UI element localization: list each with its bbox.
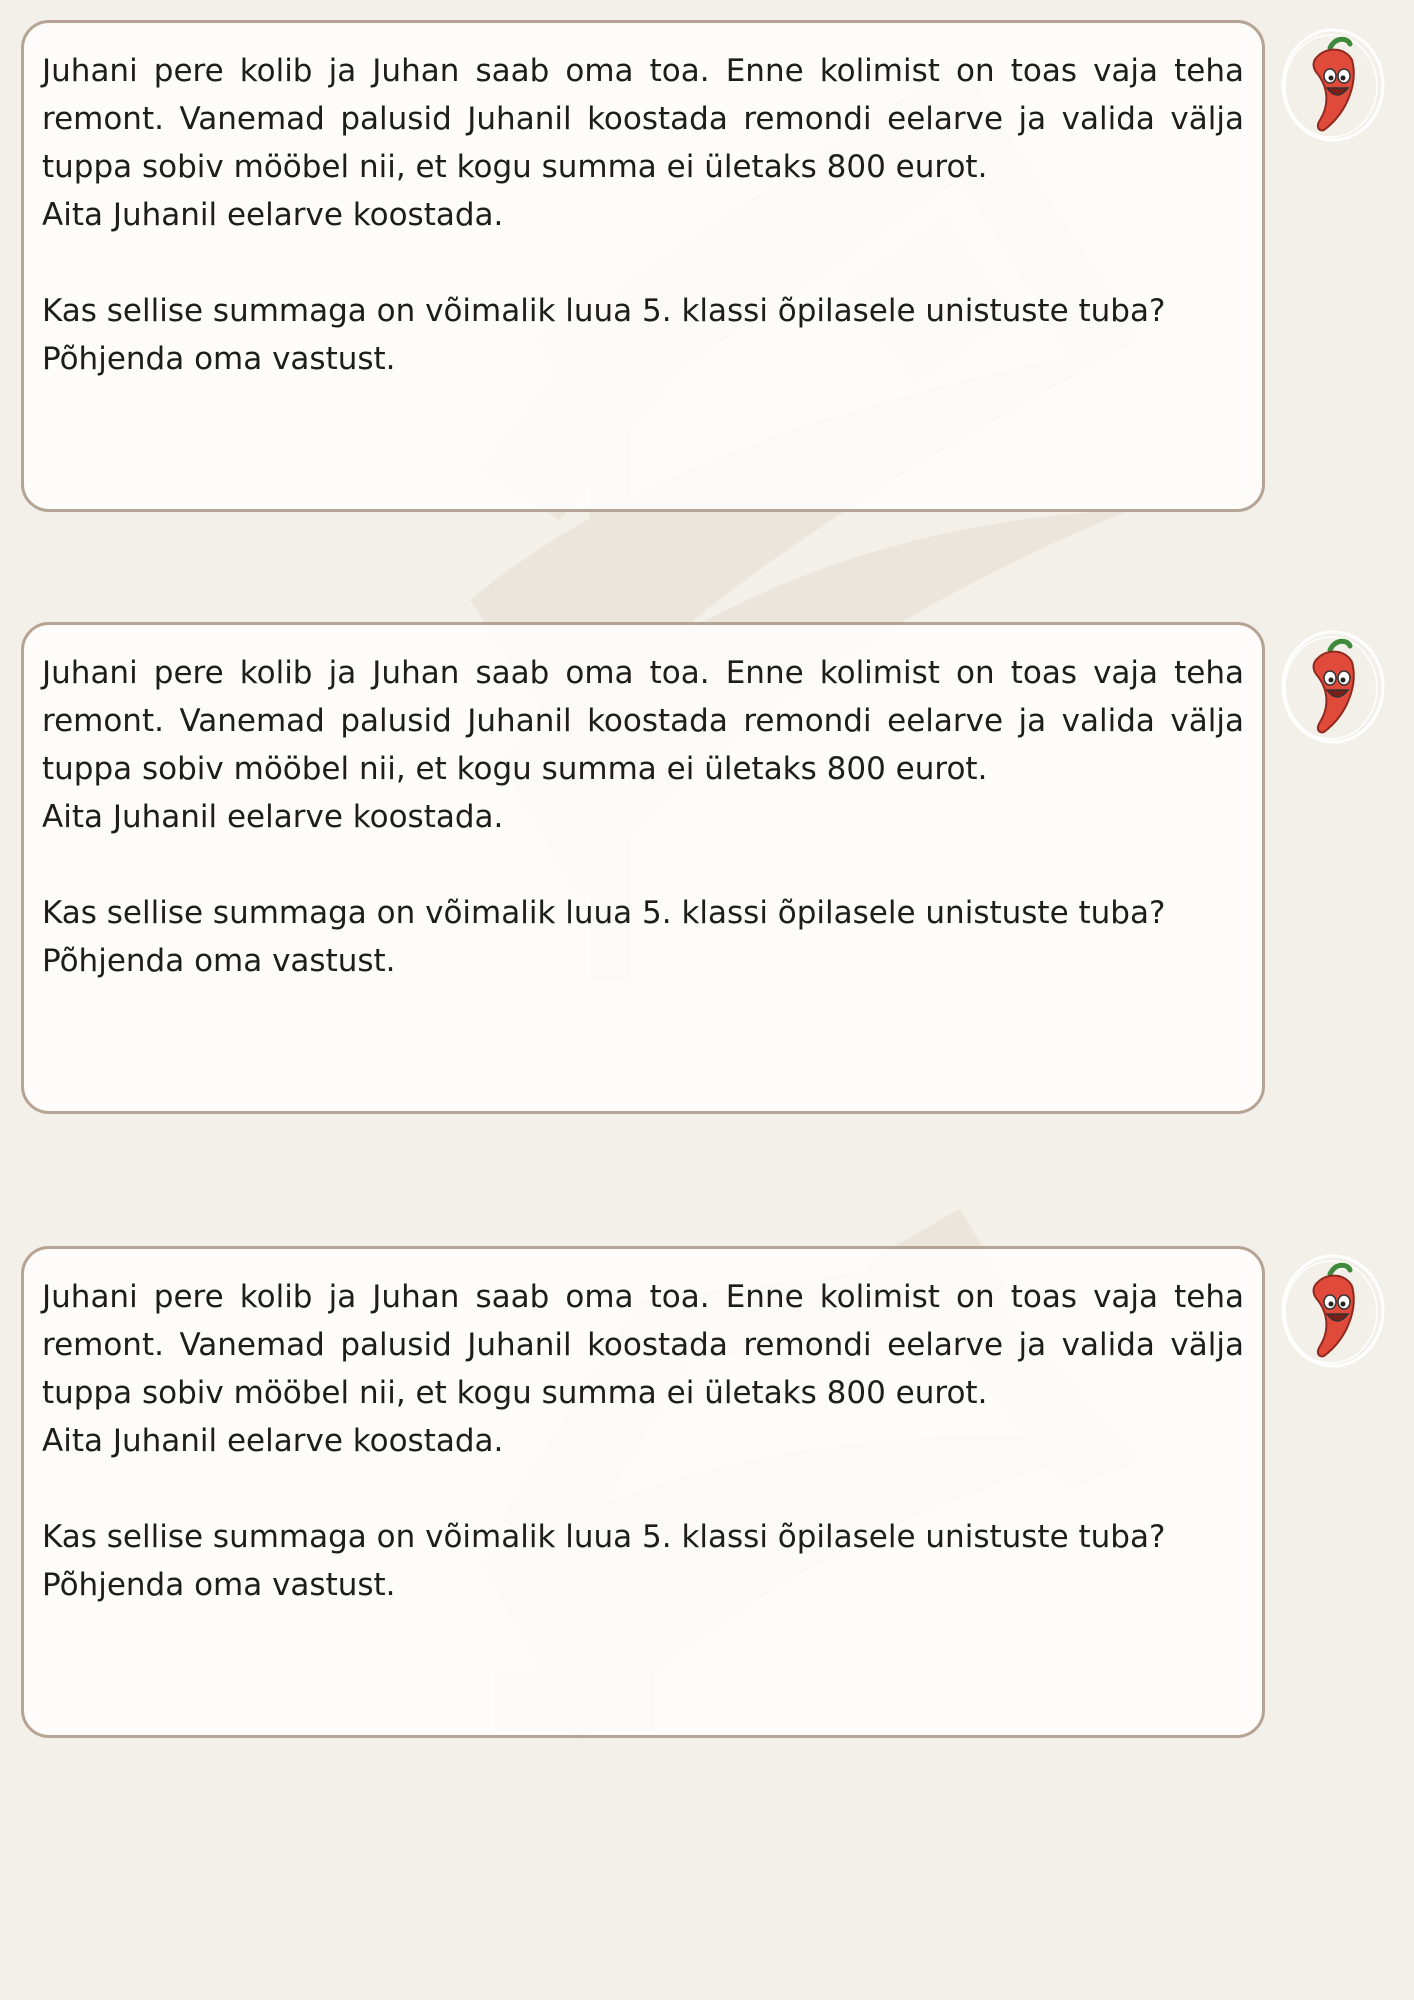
task-card-1 bbox=[21, 20, 1265, 512]
task-question: Kas sellise summaga on võimalik luua 5. klassi õpilasele unistuste tuba? bbox=[42, 895, 1166, 931]
task-instruction: Põhjenda oma vastust. bbox=[42, 943, 396, 979]
task-paragraph-2: Aita Juhanil eelarve koostada. bbox=[42, 1423, 504, 1459]
task-paragraph-2: Aita Juhanil eelarve koostada. bbox=[42, 799, 504, 835]
task-instruction: Põhjenda oma vastust. bbox=[42, 341, 396, 377]
task-card-3 bbox=[21, 1246, 1265, 1738]
task-paragraph-1: Juhani pere kolib ja Juhan saab oma toa. Enne kolimist on toas vaja teha remont. Vanemad palusid Juhanil koostada remondi eelarve ja valida välja tuppa sobiv mööbel nii, et kogu summa ei ületaks 800 eurot. bbox=[42, 53, 1244, 185]
task-instruction: Põhjenda oma vastust. bbox=[42, 1567, 396, 1603]
task-question: Kas sellise summaga on võimalik luua 5. klassi õpilasele unistuste tuba? bbox=[42, 293, 1166, 329]
chili-pepper-icon bbox=[1278, 628, 1388, 746]
task-paragraph-1: Juhani pere kolib ja Juhan saab oma toa. Enne kolimist on toas vaja teha remont. Vanemad palusid Juhanil koostada remondi eelarve ja valida välja tuppa sobiv mööbel nii, et kogu summa ei ületaks 800 eurot. bbox=[42, 655, 1244, 787]
task-paragraph-1: Juhani pere kolib ja Juhan saab oma toa. Enne kolimist on toas vaja teha remont. Vanemad palusid Juhanil koostada remondi eelarve ja valida välja tuppa sobiv mööbel nii, et kogu summa ei ületaks 800 eurot. bbox=[42, 1279, 1244, 1411]
task-card-2 bbox=[21, 622, 1265, 1114]
task-question: Kas sellise summaga on võimalik luua 5. klassi õpilasele unistuste tuba? bbox=[42, 1519, 1166, 1555]
chili-pepper-icon bbox=[1278, 1252, 1388, 1370]
chili-pepper-icon bbox=[1278, 26, 1388, 144]
task-paragraph-2: Aita Juhanil eelarve koostada. bbox=[42, 197, 504, 233]
